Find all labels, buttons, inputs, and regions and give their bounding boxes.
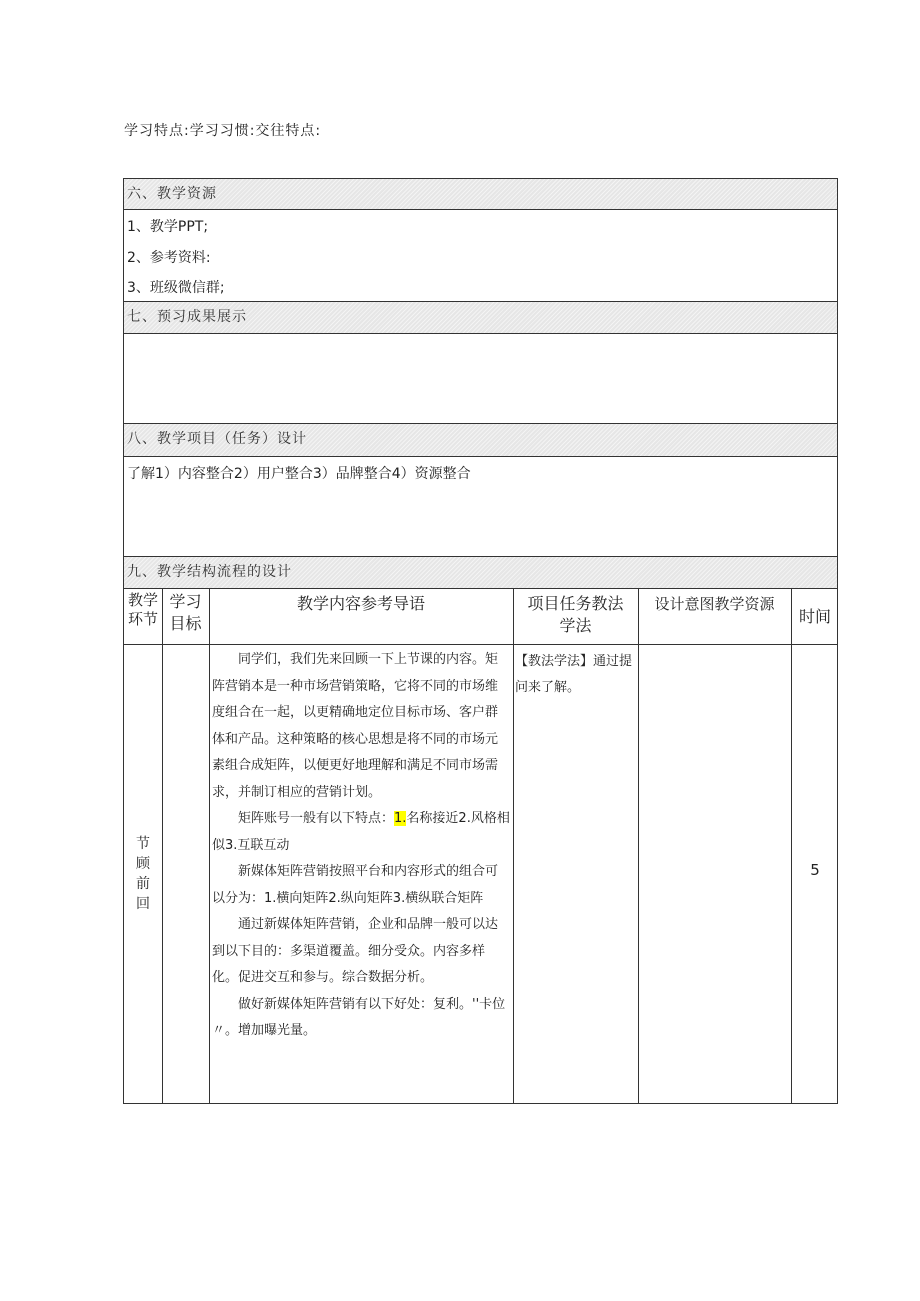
header-method-line1: 项目任务教法 [527,594,624,613]
header-intent [638,593,791,649]
intro-line: 学习特点:学习习惯:交往特点: [124,123,322,139]
project-content: 了解1）内容整合2）用户整合3）品牌整合4）资源整合 [127,466,471,482]
resource-item: 3、班级微信群; [127,280,225,296]
section-preview-title: 七、预习成果展示 [127,309,247,325]
header-goal-line2: 目标 [169,614,202,633]
time-cell: 5 [810,861,820,879]
highlighted-text: 1. [394,811,407,826]
stage-char: 节 [136,836,150,852]
stage-cell [124,834,162,914]
section-flow-header [123,556,838,589]
header-intent-text: 设计意图教学资源 [654,595,775,613]
column-divider [209,589,210,1103]
stage-char: 顾 [136,856,150,872]
header-goal [162,591,209,647]
section-resources-body [123,209,838,302]
content-text: 矩阵账号一般有以下特点： [238,811,395,826]
section-preview-header [123,301,838,334]
header-time [791,606,839,662]
resource-item: 2、参考资料: [127,250,211,266]
header-method-line2: 学法 [559,616,592,635]
content-text: 名称接近2.风格相似3.互联互动 [212,811,510,853]
column-divider [791,589,792,1103]
section-project-header [123,423,838,457]
header-time-text: 时间 [798,607,831,626]
content-paragraph: 通过新媒体矩阵营销，企业和品牌一般可以达到以下目的：多渠道覆盖。细分受众。内容多样化。促进交互和参与。综合数据分析。 [212,917,499,985]
resource-item: 1、教学PPT; [127,219,209,235]
section-resources-title: 六、教学资源 [127,186,217,202]
stage-char: 回 [136,896,150,912]
content-paragraph: 做好新媒体矩阵营销有以下好处：复利。''卡位〃。增加曝光量。 [212,996,506,1038]
column-divider [513,589,514,1103]
column-divider [638,589,639,1103]
method-cell: 【教法学法】通过提问来了解。 [515,654,633,695]
section-flow-title: 九、教学结构流程的设计 [127,564,292,580]
section-resources-header [123,178,838,210]
header-content-text: 教学内容参考导语 [296,594,425,613]
stage-char: 前 [136,876,150,892]
header-goal-line1: 学习 [169,592,202,611]
header-stage [124,591,162,647]
content-paragraph: 新媒体矩阵营销按照平台和内容形式的组合可以分为：1.横向矩阵2.纵向矩阵3.横纵联合矩阵 [212,864,499,906]
header-stage-line1: 教学 [127,591,158,609]
content-paragraph: 同学们，我们先来回顾一下上节课的内容。矩阵营销本是一种市场营销策略，它将不同的市场维度组合在一起，以更精确地定位目标市场、客户群体和产品。这种策略的核心思想是将不同的市场元素组合成矩阵，以便更好地理解和满足不同市场需求，并制订相应的营销计划。 [212,652,499,800]
section-preview-body [123,333,838,424]
column-divider [162,589,163,1103]
section-project-body [123,456,838,557]
header-content [209,593,513,649]
content-paragraph [212,806,510,859]
content-cell [212,647,510,1045]
header-method [513,593,638,649]
header-stage-line2: 环节 [127,610,158,628]
section-project-title: 八、教学项目（任务）设计 [127,431,307,447]
flow-table [123,588,838,1104]
